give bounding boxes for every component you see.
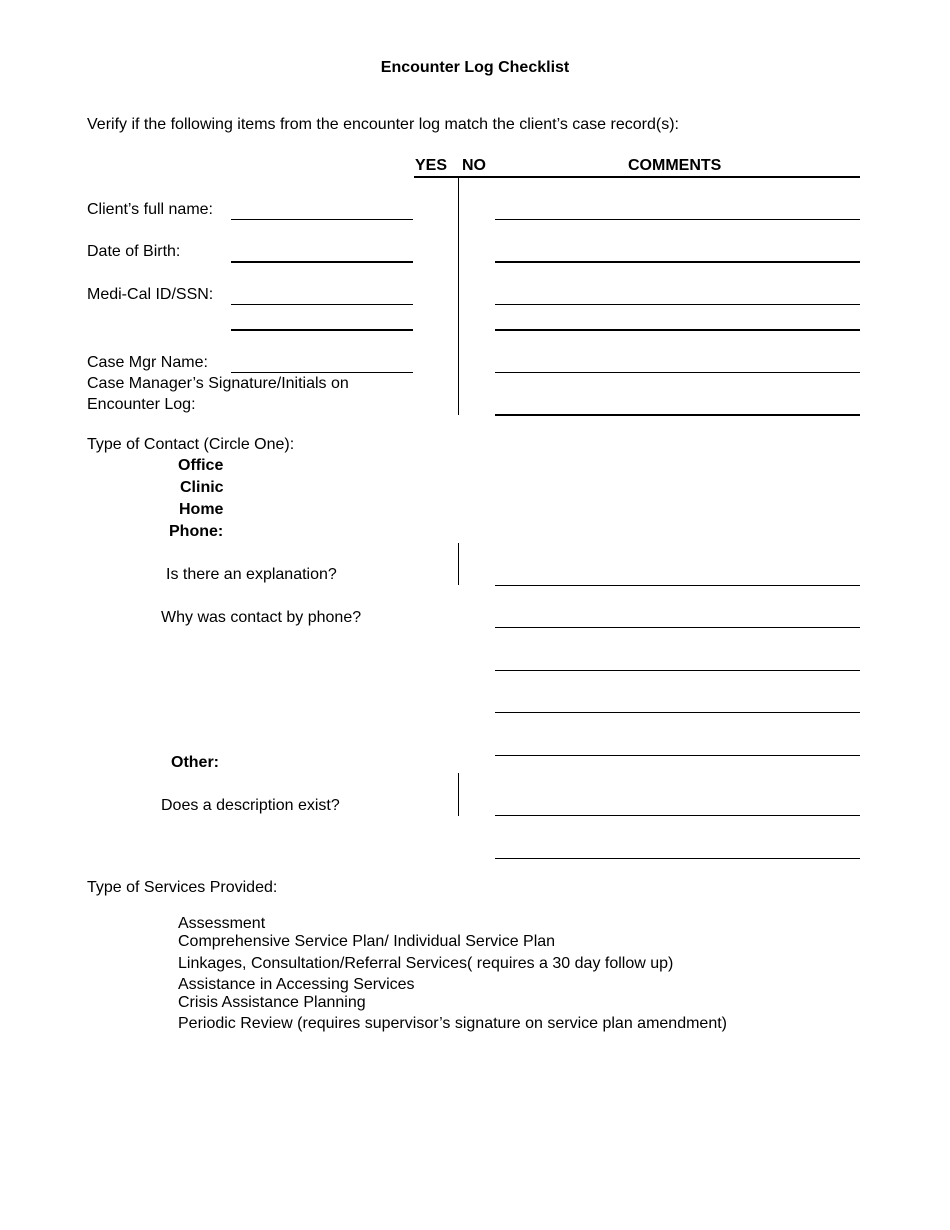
medi-cal-field-extra[interactable] [231, 329, 413, 331]
case-mgr-signature-label-cont: Encounter Log: [87, 396, 196, 413]
phone-reason-question: Why was contact by phone? [161, 609, 362, 626]
description-yes-no-divider [458, 773, 459, 816]
yes-column-header: YES [415, 157, 448, 174]
service-item: Assistance in Accessing Services [178, 976, 415, 993]
services-heading: Type of Services Provided: [87, 879, 278, 896]
contact-option-home[interactable]: Home [179, 501, 224, 518]
client-name-label: Client’s full name: [87, 201, 213, 218]
contact-option-clinic[interactable]: Clinic [180, 479, 224, 496]
service-item: Comprehensive Service Plan/ Individual Service Plan [178, 933, 556, 950]
service-item: Linkages, Consultation/Referral Services( requires a 30 day follow up) [178, 955, 674, 972]
no-column-header: NO [462, 157, 486, 174]
yes-no-divider [458, 178, 459, 415]
client-name-field[interactable] [231, 219, 413, 220]
phone-reason-comment-field-3[interactable] [495, 712, 860, 713]
comments-column-header: COMMENTS [628, 157, 722, 174]
description-question: Does a description exist? [161, 797, 340, 814]
medi-cal-label: Medi-Cal ID/SSN: [87, 286, 214, 303]
explanation-yes-no-divider [458, 543, 459, 585]
case-mgr-name-comment-field[interactable] [495, 372, 860, 373]
case-mgr-name-field[interactable] [231, 372, 413, 373]
medi-cal-comment-field-extra[interactable] [495, 329, 860, 331]
contact-option-other[interactable]: Other: [171, 754, 219, 771]
phone-reason-comment-field-4[interactable] [495, 755, 860, 756]
service-item: Crisis Assistance Planning [178, 994, 366, 1011]
contact-option-phone[interactable]: Phone: [169, 523, 224, 540]
contact-type-heading: Type of Contact (Circle One): [87, 436, 295, 453]
medi-cal-field[interactable] [231, 304, 413, 305]
page-title: Encounter Log Checklist [380, 59, 570, 76]
dob-label: Date of Birth: [87, 243, 181, 260]
description-comment-field-2[interactable] [495, 858, 860, 859]
contact-option-office[interactable]: Office [178, 457, 224, 474]
phone-reason-comment-field-2[interactable] [495, 670, 860, 671]
instruction-text: Verify if the following items from the encounter log match the client’s case record(s): [87, 116, 679, 133]
description-comment-field[interactable] [495, 815, 860, 816]
dob-field[interactable] [231, 261, 413, 263]
explanation-comment-field[interactable] [495, 585, 860, 586]
service-item: Periodic Review (requires supervisor’s signature on service plan amendment) [178, 1015, 727, 1032]
header-underline [414, 176, 860, 178]
dob-comment-field[interactable] [495, 261, 860, 263]
service-item: Assessment [178, 915, 266, 932]
phone-reason-comment-field[interactable] [495, 627, 860, 628]
client-name-comment-field[interactable] [495, 219, 860, 220]
explanation-question: Is there an explanation? [166, 566, 337, 583]
case-mgr-signature-comment-field[interactable] [495, 414, 860, 416]
case-mgr-name-label: Case Mgr Name: [87, 354, 208, 371]
case-mgr-signature-label: Case Manager’s Signature/Initials on [87, 375, 349, 392]
medi-cal-comment-field[interactable] [495, 304, 860, 305]
